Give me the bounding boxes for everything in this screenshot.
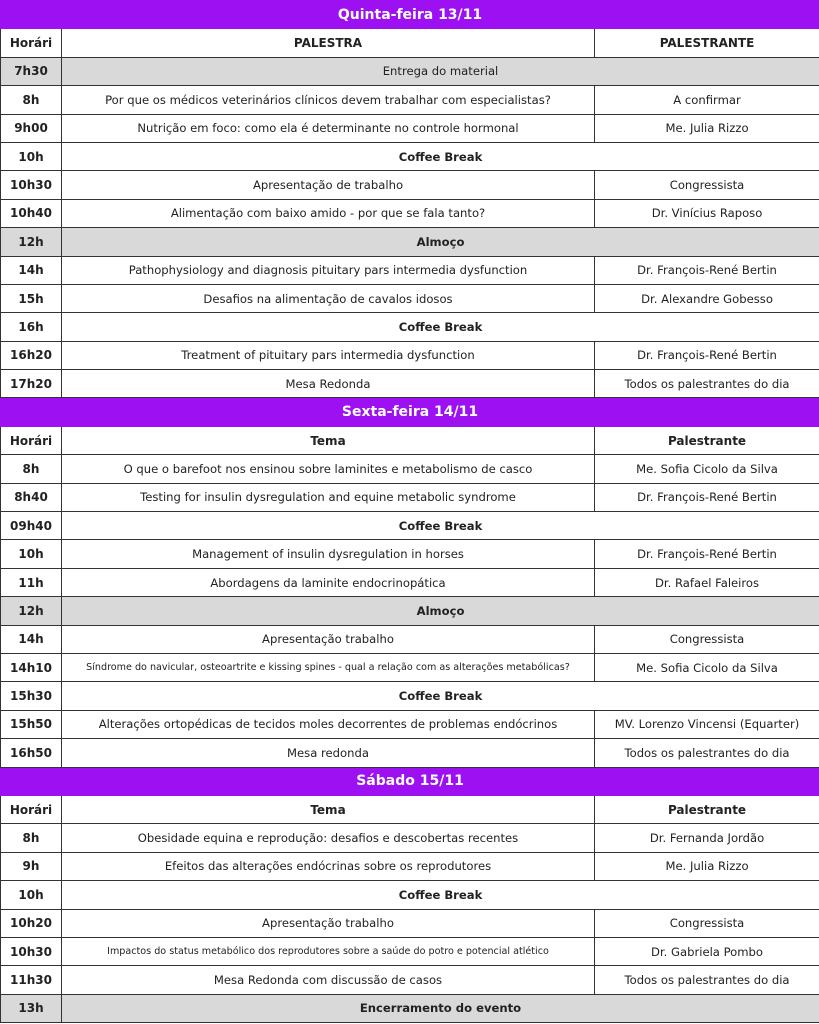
time-cell: 10h bbox=[1, 142, 62, 170]
time-cell: 12h bbox=[1, 228, 62, 256]
speaker-cell: A confirmar bbox=[595, 86, 819, 114]
table-row bbox=[1, 256, 819, 284]
time-cell: 17h20 bbox=[1, 370, 62, 398]
talk-cell: Impactos do status metabólico dos reprodutores sobre a saúde do potro e potencial atlético bbox=[62, 937, 595, 965]
table-row bbox=[1, 881, 819, 909]
talk-cell: Mesa Redonda bbox=[62, 370, 595, 398]
time-cell: 16h50 bbox=[1, 739, 62, 767]
talk-cell: Pathophysiology and diagnosis pituitary pars intermedia dysfunction bbox=[62, 256, 595, 284]
talk-cell: Alimentação com baixo amido - por que se fala tanto? bbox=[62, 199, 595, 227]
table-row bbox=[1, 568, 819, 596]
talk-cell: Abordagens da laminite endocrinopática bbox=[62, 568, 595, 596]
time-cell: 10h30 bbox=[1, 171, 62, 199]
event-cell: Coffee Break bbox=[62, 682, 819, 710]
speaker-cell: MV. Lorenzo Vincensi (Equarter) bbox=[595, 710, 819, 738]
table-row bbox=[1, 540, 819, 568]
table-row bbox=[1, 653, 819, 681]
speaker-cell: Dr. Gabriela Pombo bbox=[595, 937, 819, 965]
speaker-cell: Dr. Fernanda Jordão bbox=[595, 824, 819, 852]
time-cell: 11h bbox=[1, 568, 62, 596]
time-cell: 16h bbox=[1, 313, 62, 341]
speaker-cell: Dr. François-René Bertin bbox=[595, 540, 819, 568]
talk-cell: Mesa redonda bbox=[62, 739, 595, 767]
table-row bbox=[1, 597, 819, 625]
time-column-header: Horári bbox=[1, 426, 62, 454]
table-row bbox=[1, 824, 819, 852]
speaker-cell: Todos os palestrantes do dia bbox=[595, 370, 819, 398]
time-cell: 15h50 bbox=[1, 710, 62, 738]
speaker-cell: Dr. François-René Bertin bbox=[595, 483, 819, 511]
time-cell: 10h40 bbox=[1, 199, 62, 227]
speaker-cell: Dr. Rafael Faleiros bbox=[595, 568, 819, 596]
speaker-cell: Congressista bbox=[595, 625, 819, 653]
table-row bbox=[1, 370, 819, 398]
time-cell: 09h40 bbox=[1, 512, 62, 540]
time-cell: 10h20 bbox=[1, 909, 62, 937]
table-row bbox=[1, 57, 819, 85]
table-row bbox=[1, 512, 819, 540]
talk-cell: O que o barefoot nos ensinou sobre laminites e metabolismo de casco bbox=[62, 455, 595, 483]
talk-cell: Desafios na alimentação de cavalos idosos bbox=[62, 284, 595, 312]
event-cell: Coffee Break bbox=[62, 881, 819, 909]
event-cell: Coffee Break bbox=[62, 313, 819, 341]
day-title: Quinta-feira 13/11 bbox=[1, 1, 819, 29]
table-row bbox=[1, 966, 819, 994]
table-row bbox=[1, 852, 819, 880]
talk-cell: Apresentação de trabalho bbox=[62, 171, 595, 199]
speaker-cell: Congressista bbox=[595, 909, 819, 937]
talk-cell: Testing for insulin dysregulation and equine metabolic syndrome bbox=[62, 483, 595, 511]
speaker-cell: Congressista bbox=[595, 171, 819, 199]
table-row bbox=[1, 994, 819, 1022]
time-cell: 8h40 bbox=[1, 483, 62, 511]
time-cell: 11h30 bbox=[1, 966, 62, 994]
column-header-row bbox=[1, 29, 819, 57]
table-row bbox=[1, 142, 819, 170]
talk-cell: Apresentação trabalho bbox=[62, 625, 595, 653]
speaker-column-header: Palestrante bbox=[595, 795, 819, 823]
talk-cell: Efeitos das alterações endócrinas sobre os reprodutores bbox=[62, 852, 595, 880]
time-cell: 15h30 bbox=[1, 682, 62, 710]
talk-cell: Por que os médicos veterinários clínicos devem trabalhar com especialistas? bbox=[62, 86, 595, 114]
time-cell: 8h bbox=[1, 86, 62, 114]
time-cell: 16h20 bbox=[1, 341, 62, 369]
event-cell: Almoço bbox=[62, 597, 819, 625]
speaker-column-header: Palestrante bbox=[595, 426, 819, 454]
time-cell: 9h00 bbox=[1, 114, 62, 142]
time-cell: 13h bbox=[1, 994, 62, 1022]
speaker-column-header: PALESTRANTE bbox=[595, 29, 819, 57]
table-row bbox=[1, 937, 819, 965]
column-header-row bbox=[1, 426, 819, 454]
table-row bbox=[1, 114, 819, 142]
talk-cell: Apresentação trabalho bbox=[62, 909, 595, 937]
talk-cell: Management of insulin dysregulation in horses bbox=[62, 540, 595, 568]
event-cell: Almoço bbox=[62, 228, 819, 256]
event-cell: Entrega do material bbox=[62, 57, 819, 85]
speaker-cell: Dr. Vinícius Raposo bbox=[595, 199, 819, 227]
talk-cell: Síndrome do navicular, osteoartrite e kissing spines - qual a relação com as alterações metabólicas? bbox=[62, 653, 595, 681]
talk-cell: Nutrição em foco: como ela é determinante no controle hormonal bbox=[62, 114, 595, 142]
talk-column-header: PALESTRA bbox=[62, 29, 595, 57]
table-row bbox=[1, 199, 819, 227]
talk-cell: Mesa Redonda com discussão de casos bbox=[62, 966, 595, 994]
speaker-cell: Me. Sofia Cicolo da Silva bbox=[595, 653, 819, 681]
table-row bbox=[1, 483, 819, 511]
day-title: Sexta-feira 14/11 bbox=[1, 398, 819, 426]
talk-column-header: Tema bbox=[62, 426, 595, 454]
table-row bbox=[1, 455, 819, 483]
time-cell: 14h bbox=[1, 256, 62, 284]
table-row bbox=[1, 909, 819, 937]
time-cell: 15h bbox=[1, 284, 62, 312]
time-cell: 10h bbox=[1, 881, 62, 909]
table-row bbox=[1, 86, 819, 114]
day-header bbox=[1, 767, 819, 795]
event-cell: Coffee Break bbox=[62, 512, 819, 540]
table-row bbox=[1, 228, 819, 256]
time-cell: 7h30 bbox=[1, 57, 62, 85]
event-cell: Encerramento do evento bbox=[62, 994, 819, 1022]
talk-cell: Alterações ortopédicas de tecidos moles decorrentes de problemas endócrinos bbox=[62, 710, 595, 738]
speaker-cell: Todos os palestrantes do dia bbox=[595, 739, 819, 767]
time-cell: 14h bbox=[1, 625, 62, 653]
speaker-cell: Dr. Alexandre Gobesso bbox=[595, 284, 819, 312]
time-cell: 14h10 bbox=[1, 653, 62, 681]
table-row bbox=[1, 313, 819, 341]
speaker-cell: Me. Julia Rizzo bbox=[595, 852, 819, 880]
time-column-header: Horári bbox=[1, 795, 62, 823]
time-cell: 10h bbox=[1, 540, 62, 568]
speaker-cell: Me. Julia Rizzo bbox=[595, 114, 819, 142]
day-title: Sábado 15/11 bbox=[1, 767, 819, 795]
speaker-cell: Todos os palestrantes do dia bbox=[595, 966, 819, 994]
table-row bbox=[1, 341, 819, 369]
talk-cell: Treatment of pituitary pars intermedia dysfunction bbox=[62, 341, 595, 369]
time-cell: 10h30 bbox=[1, 937, 62, 965]
event-cell: Coffee Break bbox=[62, 142, 819, 170]
table-row bbox=[1, 710, 819, 738]
day-header bbox=[1, 1, 819, 29]
speaker-cell: Dr. François-René Bertin bbox=[595, 341, 819, 369]
time-cell: 9h bbox=[1, 852, 62, 880]
speaker-cell: Me. Sofia Cicolo da Silva bbox=[595, 455, 819, 483]
talk-cell: Obesidade equina e reprodução: desafios e descobertas recentes bbox=[62, 824, 595, 852]
time-column-header: Horári bbox=[1, 29, 62, 57]
time-cell: 8h bbox=[1, 824, 62, 852]
table-row bbox=[1, 625, 819, 653]
day-header bbox=[1, 398, 819, 426]
table-row bbox=[1, 284, 819, 312]
table-row bbox=[1, 171, 819, 199]
time-cell: 8h bbox=[1, 455, 62, 483]
column-header-row bbox=[1, 795, 819, 823]
time-cell: 12h bbox=[1, 597, 62, 625]
table-row bbox=[1, 739, 819, 767]
table-row bbox=[1, 682, 819, 710]
talk-column-header: Tema bbox=[62, 795, 595, 823]
speaker-cell: Dr. François-René Bertin bbox=[595, 256, 819, 284]
